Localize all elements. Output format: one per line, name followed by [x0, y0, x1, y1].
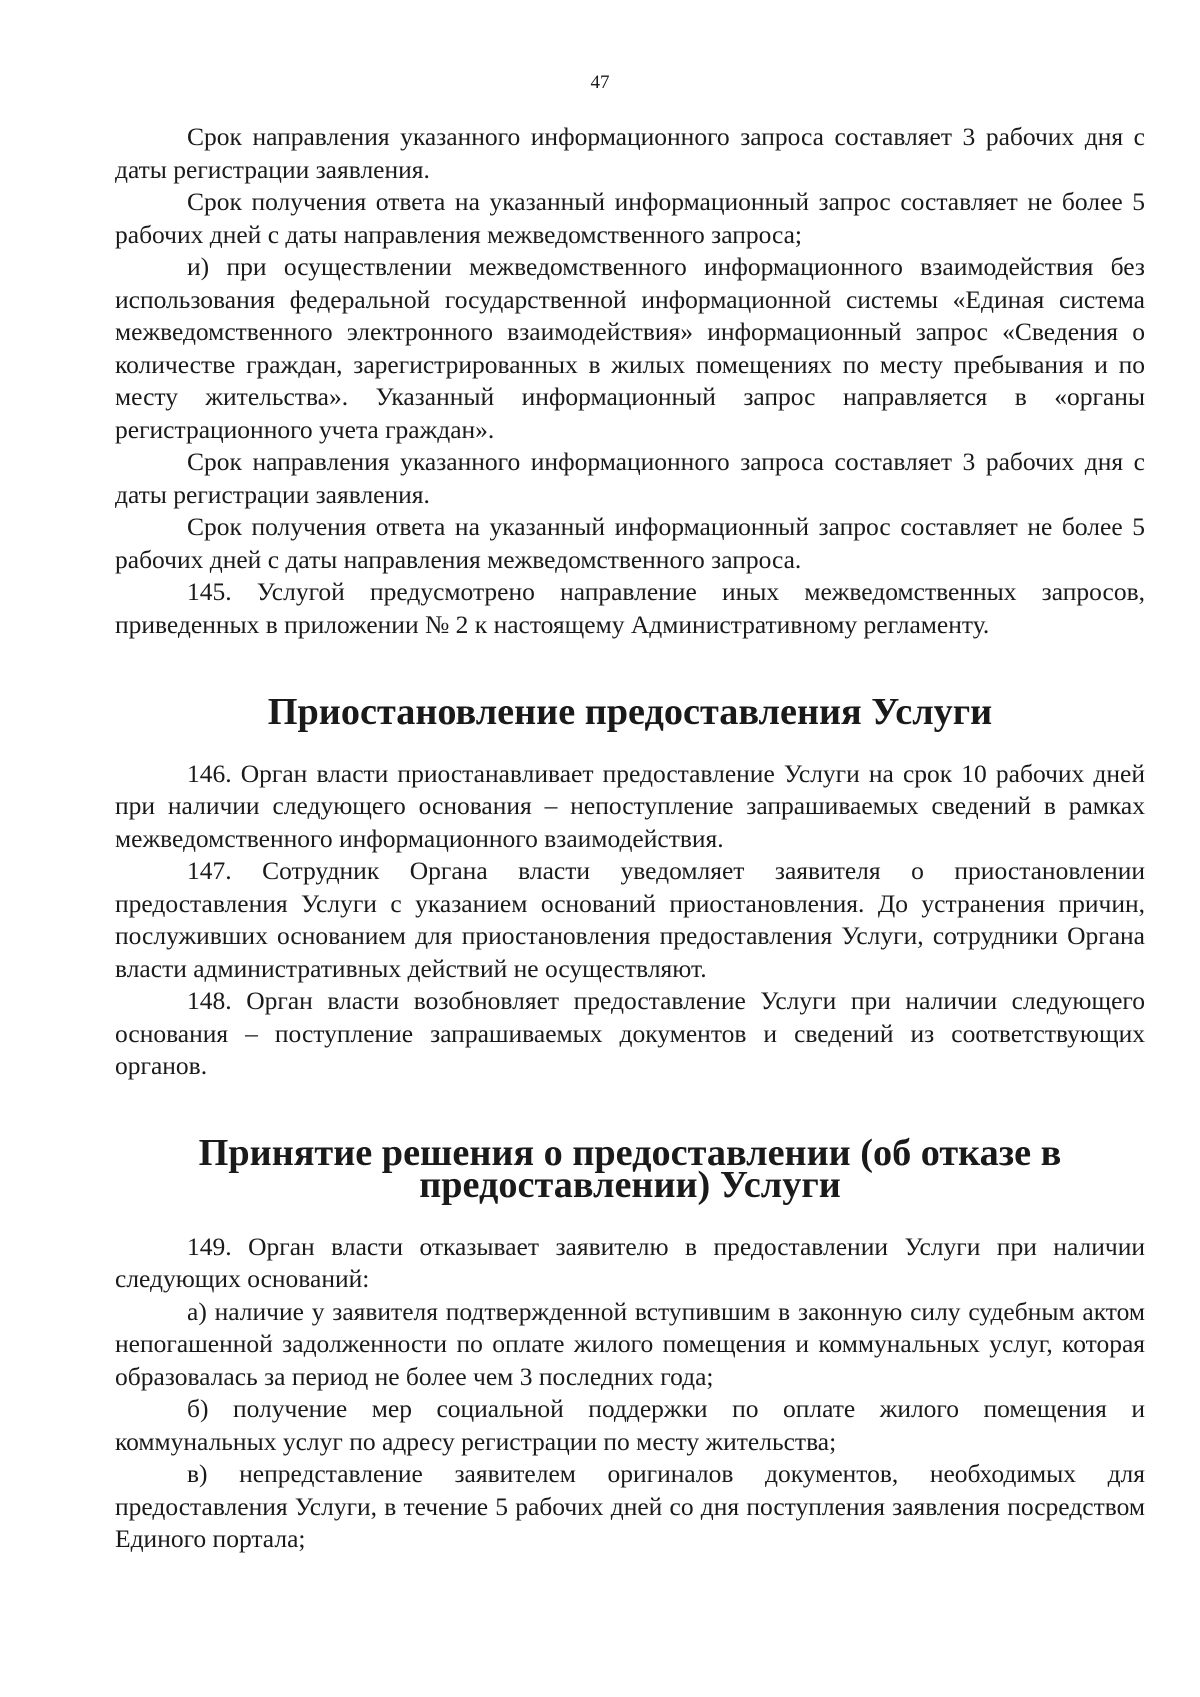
- paragraph: Срок направления указанного информационного запроса составляет 3 рабочих дня с даты регистрации заявления.: [115, 447, 1145, 509]
- paragraph: а) наличие у заявителя подтвержденной вступившим в законную силу судебным актом непогашенной задолженности по оплате жилого помещения и коммунальных услуг, которая образовалась за период не более чем 3 последних года;: [115, 1296, 1145, 1391]
- paragraph: 149. Орган власти отказывает заявителю в предоставлении Услуги при наличии следующих оснований:: [115, 1231, 1145, 1293]
- paragraph: в) непредставление заявителем оригиналов документов, необходимых для предоставления Услуги, в течение 5 рабочих дней со дня поступления заявления посредством Единого портала;: [115, 1459, 1145, 1553]
- page-number: 47: [590, 72, 610, 93]
- section-heading-suspension: Приостановление предоставления Услуги: [267, 691, 993, 733]
- paragraph: б) получение мер социальной поддержки по оплате жилого помещения и коммунальных услуг по адресу регистрации по месту жительства;: [115, 1394, 1145, 1456]
- paragraph: Срок получения ответа на указанный информационный запрос составляет не более 5 рабочих дней с даты направления межведомственного запроса.: [115, 512, 1145, 574]
- section-heading-decision: Принятие решения о предоставлении (об отказе в предоставлении) Услуги: [198, 1131, 1062, 1206]
- paragraph: Срок направления указанного информационного запроса составляет 3 рабочих дня с даты регистрации заявления.: [115, 122, 1145, 184]
- paragraph: 146. Орган власти приостанавливает предоставление Услуги на срок 10 рабочих дней при наличии следующего основания – непоступление запрашиваемых сведений в рамках межведомственного информационного взаимодействия.: [115, 758, 1145, 853]
- paragraph: 148. Орган власти возобновляет предоставление Услуги при наличии следующего основания – поступление запрашиваемых документов и сведений из соответствующих органов.: [115, 986, 1145, 1080]
- document-body: [115, 121, 1145, 1556]
- paragraph: 145. Услугой предусмотрено направление иных межведомственных запросов, приведенных в приложении № 2 к настоящему Административному регламенту.: [115, 577, 1145, 639]
- paragraph: и) при осуществлении межведомственного информационного взаимодействия без использования федеральной государственной информационной системы «Единая система межведомственного электронного взаимодействия» информационный запрос «Сведения о количестве граждан, зарегистрированных в жилых помещениях по месту пребывания и по месту жительства». Указанный информационный запрос направляется в «органы регистрационного учета граждан».: [115, 252, 1145, 444]
- paragraph: 147. Сотрудник Органа власти уведомляет заявителя о приостановлении предоставления Услуги с указанием оснований приостановления. До устранения причин, послуживших основанием для приостановления предоставления Услуги, сотрудники Органа власти административных действий не осуществляют.: [115, 856, 1145, 983]
- paragraph: Срок получения ответа на указанный информационный запрос составляет не более 5 рабочих дней с даты направления межведомственного запроса;: [115, 187, 1145, 249]
